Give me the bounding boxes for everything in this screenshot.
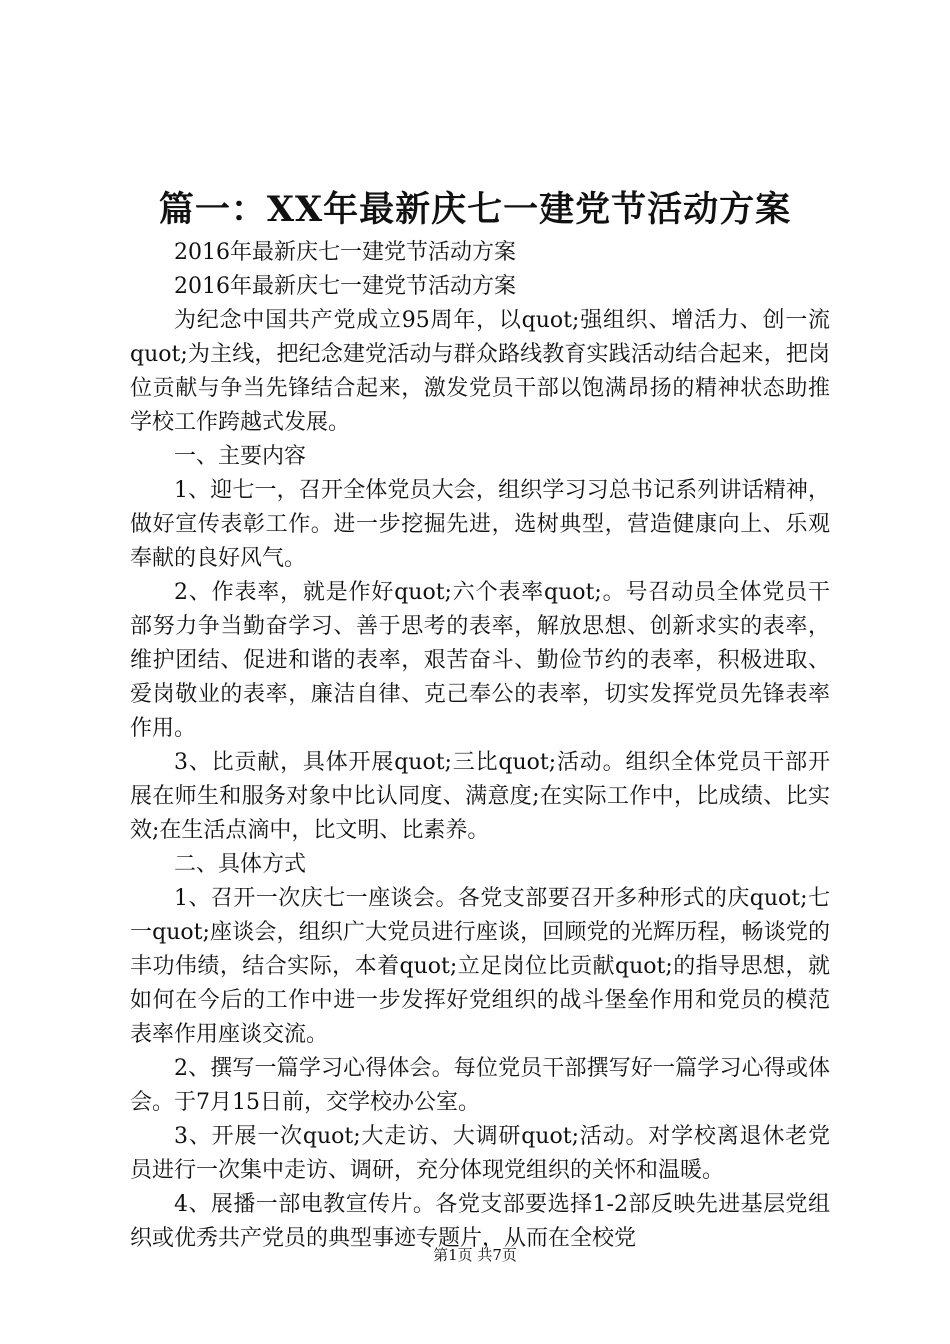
content-paragraph: 1、迎七一，召开全体党员大会，组织学习习总书记系列讲话精神，做好宣传表彰工作。进一步挖掘先进，选树典型，营造健康向上、乐观奉献的良好风气。 — [130, 478, 830, 571]
content-paragraph: 4、展播一部电教宣传片。各党支部要选择1-2部反映先进基层党组织或优秀共产党员的典型事迹专题片，从而在全校党 — [130, 1192, 830, 1251]
content-paragraph: 3、开展一次quot;大走访、大调研quot;活动。对学校离退休老党员进行一次集中走访、调研，充分体现党组织的关怀和温暖。 — [130, 1124, 830, 1183]
subtitle-line: 2016年最新庆七一建党节活动方案 — [174, 274, 516, 299]
content-paragraph: 3、比贡献，具体开展quot;三比quot;活动。组织全体党员干部开展在师生和服务对象中比认同度、满意度;在实际工作中，比成绩、比实效;在生活点滴中，比文明、比素养。 — [130, 750, 830, 843]
section-heading: 一、主要内容 — [174, 444, 307, 469]
subtitle-line: 2016年最新庆七一建党节活动方案 — [174, 240, 516, 265]
content-paragraph: 1、召开一次庆七一座谈会。各党支部要召开多种形式的庆quot;七一quot;座谈会，组织广大党员进行座谈，回顾党的光辉历程，畅谈党的丰功伟绩，结合实际，本着quot;立足岗位比贡献quot;的指导思想，就如何在今后的工作中进一步发挥好党组织的战斗堡垒作用和党员的模范表率作用座谈交流。 — [130, 886, 830, 1047]
page-indicator: 第1页 共7页 — [433, 1246, 517, 1264]
content-paragraph: 2、撰写一篇学习心得体会。每位党员干部撰写好一篇学习心得或体会。于7月15日前，交学校办公室。 — [130, 1056, 830, 1115]
intro-paragraph: 为纪念中国共产党成立95周年，以quot;强组织、增活力、创一流quot;为主线，把纪念建党活动与群众路线教育实践活动结合起来，把岗位贡献与争当先锋结合起来，激发党员干部以饱满昂扬的精神状态助推学校工作跨越式发展。 — [130, 308, 830, 435]
content-paragraph: 2、作表率，就是作好quot;六个表率quot;。号召动员全体党员干部努力争当勤奋学习、善于思考的表率，解放思想、创新求实的表率，维护团结、促进和谐的表率，艰苦奋斗、勤俭节约的表率，积极进取、爱岗敬业的表率，廉洁自律、克己奉公的表率，切实发挥党员先锋表率作用。 — [130, 580, 830, 741]
document-title: 篇一：XX年最新庆七一建党节活动方案 — [158, 189, 792, 230]
document-body — [130, 236, 830, 1256]
section-heading: 二、具体方式 — [174, 852, 307, 877]
